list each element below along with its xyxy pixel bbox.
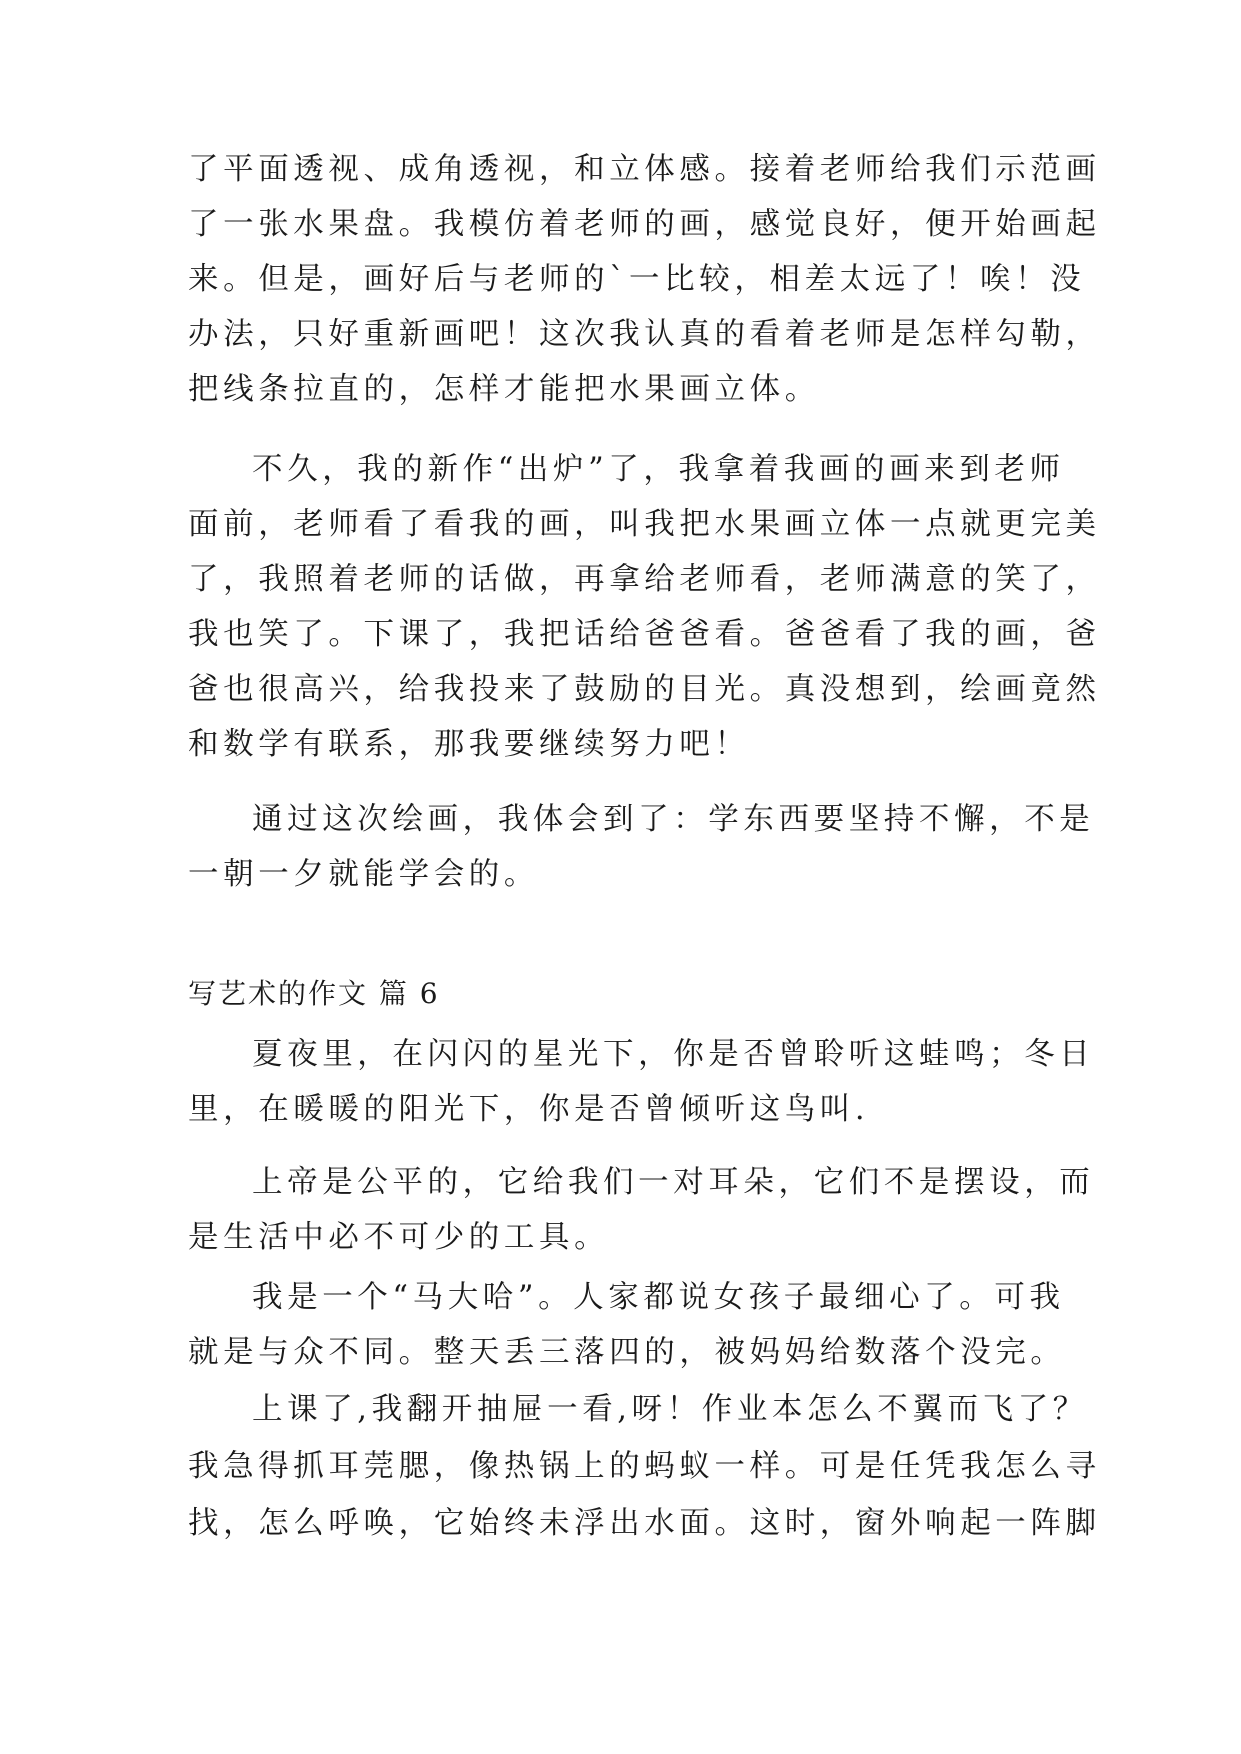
body-text-line: 面前，老师看了看我的画，叫我把水果画立体一点就更完美: [188, 507, 1101, 542]
section-heading: 写艺术的作文 篇 6: [188, 977, 440, 1010]
paragraph-first-line: 不久，我的新作“出炉”了，我拿着我画的画来到老师: [252, 452, 1065, 487]
body-text-line: 把线条拉直的，怎样才能把水果画立体。: [188, 372, 820, 407]
body-text-line: 我急得抓耳莞腮，像热锅上的蚂蚁一样。可是任凭我怎么寻: [188, 1449, 1101, 1484]
body-text-line: 我也笑了。下课了，我把话给爸爸看。爸爸看了我的画，爸: [188, 617, 1101, 652]
body-text-line: 是生活中必不可少的工具。: [188, 1220, 610, 1255]
body-text-line: 就是与众不同。整天丢三落四的，被妈妈给数落个没完。: [188, 1335, 1066, 1370]
body-text-line: 办法，只好重新画吧！这次我认真的看着老师是怎样勾勒，: [188, 317, 1101, 352]
paragraph-first-line: 我是一个“马大哈”。人家都说女孩子最细心了。可我: [252, 1280, 1065, 1315]
body-text-line: 了一张水果盘。我模仿着老师的画，感觉良好，便开始画起: [188, 207, 1101, 242]
paragraph-first-line: 通过这次绘画，我体会到了：学东西要坚持不懈，不是: [252, 802, 1095, 837]
paragraph-first-line: 上帝是公平的，它给我们一对耳朵，它们不是摆设，而: [252, 1165, 1095, 1200]
body-text-line: 了平面透视、成角透视，和立体感。接着老师给我们示范画: [188, 152, 1101, 187]
body-text-line: 和数学有联系，那我要继续努力吧！: [188, 727, 750, 762]
body-text-line: 了，我照着老师的话做，再拿给老师看，老师满意的笑了，: [188, 562, 1101, 597]
body-text-line: 来。但是，画好后与老师的`一比较，相差太远了！唉！没: [188, 262, 1086, 297]
body-text-line: 找，怎么呼唤，它始终未浮出水面。这时，窗外响起一阵脚: [188, 1506, 1101, 1541]
paragraph-first-line: 夏夜里，在闪闪的星光下，你是否曾聆听这蛙鸣；冬日: [252, 1037, 1095, 1072]
body-text-line: 里，在暖暖的阳光下，你是否曾倾听这鸟叫.: [188, 1092, 870, 1127]
paragraph-first-line: 上课了,我翻开抽屉一看,呀！作业本怎么不翼而飞了？: [252, 1392, 1088, 1427]
body-text-line: 爸也很高兴，给我投来了鼓励的目光。真没想到，绘画竟然: [188, 672, 1101, 707]
body-text-line: 一朝一夕就能学会的。: [188, 857, 539, 892]
